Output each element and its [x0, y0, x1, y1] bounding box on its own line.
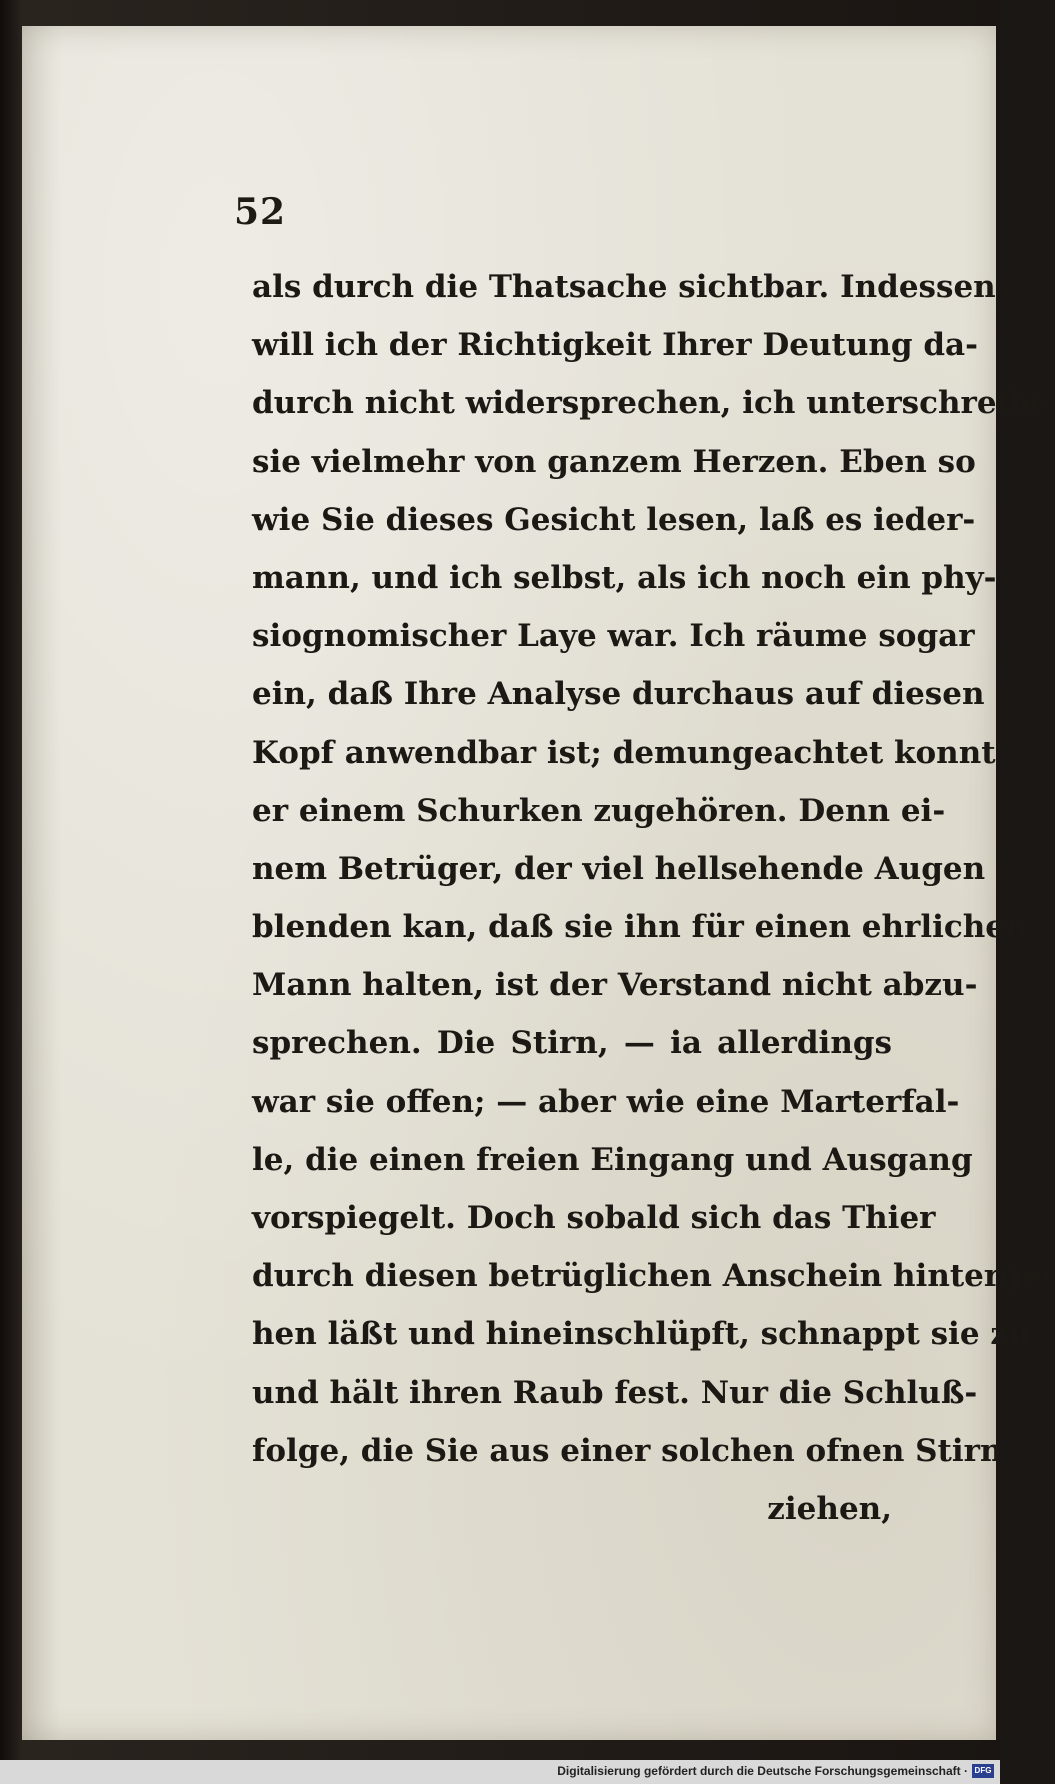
text-line: er einem Schurken zugehören. Denn ei-: [252, 792, 946, 829]
book-page: [22, 26, 1055, 1740]
text-line: war sie offen; — aber wie eine Marterfal-: [252, 1083, 960, 1120]
text-line: hen läßt und hineinschlüpft, schnappt sie zu: [252, 1316, 1031, 1353]
text-line: siognomischer Laye war. Ich räume sogar: [252, 618, 975, 655]
text-line: mann, und ich selbst, als ich noch ein phy-: [252, 559, 997, 596]
text-line: ein, daß Ihre Analyse durchaus auf diesen: [252, 676, 985, 713]
text-line: le, die einen freien Eingang und Ausgang: [252, 1141, 973, 1178]
text-line: wie Sie dieses Gesicht lesen, laß es ieder-: [252, 501, 976, 538]
text-line: blenden kan, daß sie ihn für einen ehrlichen: [252, 909, 1028, 946]
text-line: will ich der Richtigkeit Ihrer Deutung da-: [252, 327, 978, 364]
catchword: ziehen,: [767, 1490, 892, 1527]
funding-credit: Digitalisierung gefördert durch die Deutsche Forschungsgemeinschaft ·: [557, 1764, 968, 1778]
footer-bar: [0, 1760, 1000, 1784]
text-line: durch diesen betrüglichen Anschein hinterge-: [252, 1258, 1055, 1295]
text-line: durch nicht widersprechen, ich unterschreibe: [252, 385, 1050, 422]
text-line: Mann halten, ist der Verstand nicht abzu-: [252, 967, 978, 1004]
text-line: sprechen. Die Stirn, — ia allerdings: [252, 1025, 892, 1062]
text-line: als durch die Thatsache sichtbar. Indessen: [252, 269, 996, 305]
text-line: und hält ihren Raub fest. Nur die Schluß-: [252, 1374, 978, 1411]
page-number: 52: [234, 191, 287, 233]
text-line: vorspiegelt. Doch sobald sich das Thier: [252, 1200, 936, 1236]
text-line: sie vielmehr von ganzem Herzen. Eben so: [252, 443, 976, 480]
text-body: [252, 258, 1055, 1538]
dfg-logo-icon: DFG: [972, 1764, 994, 1778]
text-line: Kopf anwendbar ist; demungeachtet konnt': [252, 734, 1006, 771]
text-line: folge, die Sie aus einer solchen ofnen Stirn: [252, 1432, 1003, 1469]
text-line: nem Betrüger, der viel hellsehende Augen: [252, 850, 986, 887]
